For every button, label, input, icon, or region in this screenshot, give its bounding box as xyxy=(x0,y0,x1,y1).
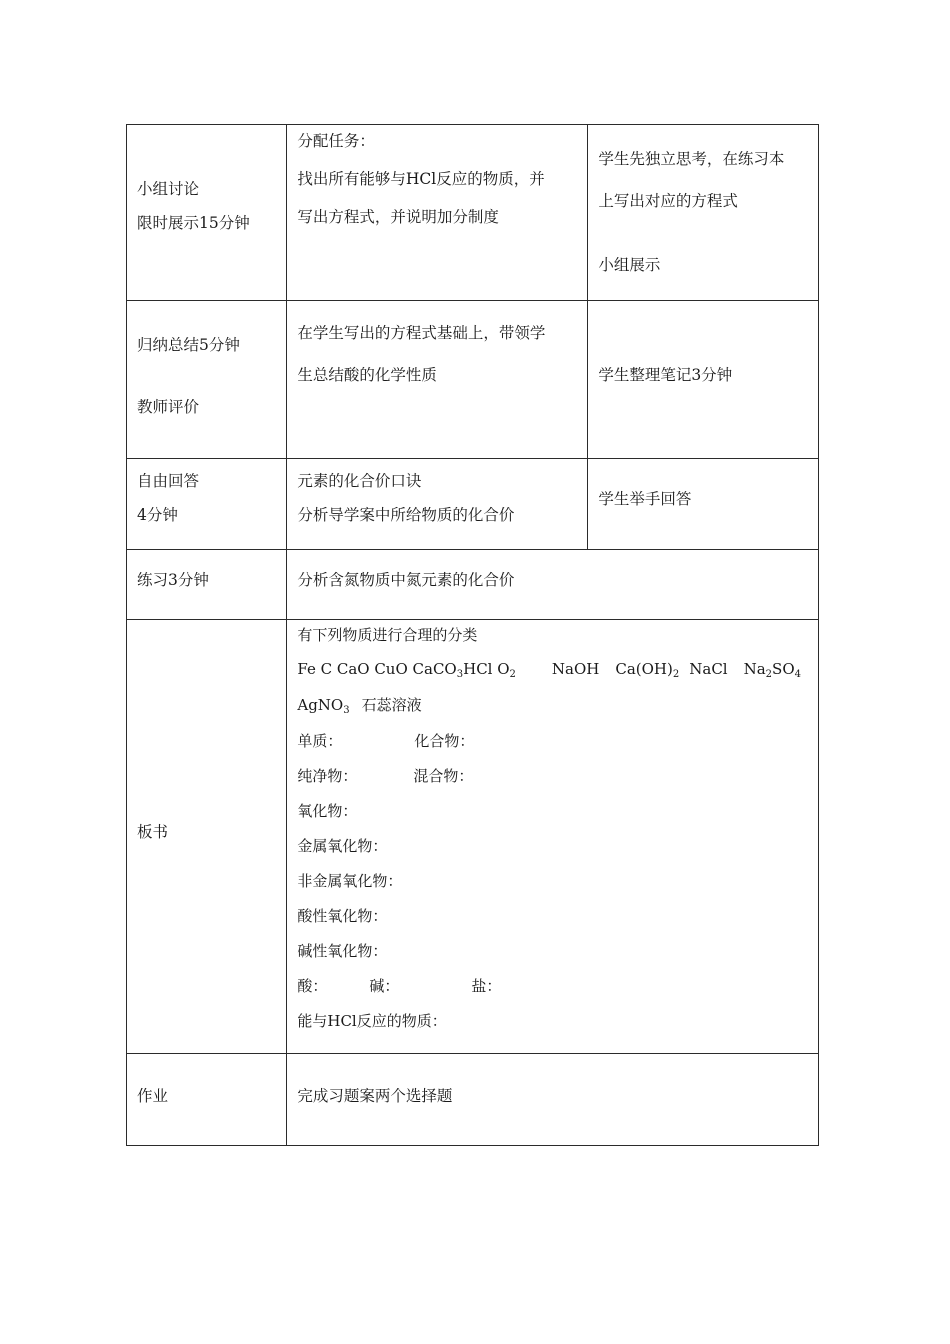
category-label: 非金属氧化物： xyxy=(297,872,403,890)
teacher-cell xyxy=(287,125,588,301)
substance-text: Fe C CaO CuO CaCO xyxy=(297,660,457,678)
activity-time: 限时展示15分钟 xyxy=(137,214,250,232)
substance-list xyxy=(297,694,808,716)
row-practice xyxy=(127,550,819,620)
subscript: 2 xyxy=(509,669,516,680)
student-line: 上写出对应的方程式 xyxy=(598,192,738,210)
substance-text: NaOH xyxy=(551,660,600,678)
activity-cell xyxy=(127,550,287,620)
substance-text: 石蕊溶液 xyxy=(361,696,422,714)
teacher-line: 生总结酸的化学性质 xyxy=(297,366,437,384)
category-label: 氧化物： xyxy=(297,802,358,820)
teacher-cell xyxy=(287,459,588,550)
teacher-cell xyxy=(287,301,588,459)
teacher-line: 写出方程式，并说明加分制度 xyxy=(297,208,499,226)
content-cell xyxy=(287,1054,819,1146)
classification-line xyxy=(297,975,808,996)
category-label: 化合物： xyxy=(414,732,475,750)
student-cell xyxy=(588,459,819,550)
category-label: 盐： xyxy=(471,977,502,995)
activity-label: 练习3分钟 xyxy=(137,571,209,589)
row-blackboard xyxy=(127,620,819,1054)
activity-label: 作业 xyxy=(137,1087,169,1105)
teacher-line: 在学生写出的方程式基础上，带领学 xyxy=(297,324,546,342)
subscript: 4 xyxy=(794,669,801,680)
activity-label: 教师评价 xyxy=(137,398,200,416)
substance-text: AgNO xyxy=(297,696,344,714)
student-cell xyxy=(588,301,819,459)
category-label: 单质： xyxy=(297,732,343,750)
activity-label: 板书 xyxy=(137,823,169,841)
activity-label: 归纳总结5分钟 xyxy=(137,336,240,354)
activity-cell xyxy=(127,1054,287,1146)
category-label: 碱性氧化物： xyxy=(297,942,388,960)
homework-content: 完成习题案两个选择题 xyxy=(297,1087,453,1105)
row-group-discussion xyxy=(127,125,819,301)
substance-text: NaCl xyxy=(689,660,728,678)
category-label: 碱： xyxy=(369,977,400,995)
student-cell xyxy=(588,125,819,301)
category-label: 纯净物： xyxy=(297,767,358,785)
teacher-line: 元素的化合价口诀 xyxy=(297,472,422,490)
practice-content: 分析含氮物质中氮元素的化合价 xyxy=(297,571,515,589)
student-line: 学生整理笔记3分钟 xyxy=(598,366,733,384)
substance-text: Na xyxy=(743,660,766,678)
student-line: 小组展示 xyxy=(598,256,661,274)
subscript: 3 xyxy=(343,705,350,716)
activity-time: 4分钟 xyxy=(137,506,178,524)
row-homework xyxy=(127,1054,819,1146)
activity-cell xyxy=(127,125,287,301)
row-free-answer xyxy=(127,459,819,550)
content-cell xyxy=(287,550,819,620)
subscript: 3 xyxy=(456,669,464,680)
activity-cell xyxy=(127,459,287,550)
board-title: 有下列物质进行合理的分类 xyxy=(297,626,478,644)
teacher-line: 找出所有能够与HCl反应的物质，并 xyxy=(297,170,545,188)
classification-line xyxy=(297,765,808,786)
category-label: 酸： xyxy=(297,977,328,995)
subscript: 2 xyxy=(765,669,773,680)
category-label: 酸性氧化物： xyxy=(297,907,388,925)
activity-label: 自由回答 xyxy=(137,472,200,490)
lesson-plan-table xyxy=(126,124,819,1146)
activity-label: 小组讨论 xyxy=(137,180,200,198)
substance-text: SO xyxy=(772,660,795,678)
teacher-line: 分配任务： xyxy=(297,132,375,150)
student-line: 学生先独立思考，在练习本 xyxy=(598,150,785,168)
substance-list xyxy=(297,660,808,680)
category-label: 能与HCl反应的物质： xyxy=(297,1012,447,1030)
row-summary xyxy=(127,301,819,459)
student-line: 学生举手回答 xyxy=(598,490,692,508)
category-label: 混合物： xyxy=(413,767,474,785)
substance-text: HCl O xyxy=(463,660,510,678)
activity-cell xyxy=(127,620,287,1054)
category-label: 金属氧化物： xyxy=(297,837,388,855)
content-cell xyxy=(287,620,819,1054)
substance-text: Ca(OH) xyxy=(615,660,673,678)
classification-line xyxy=(297,730,808,751)
teacher-line: 分析导学案中所给物质的化合价 xyxy=(297,506,515,524)
subscript: 2 xyxy=(672,669,680,680)
activity-cell xyxy=(127,301,287,459)
